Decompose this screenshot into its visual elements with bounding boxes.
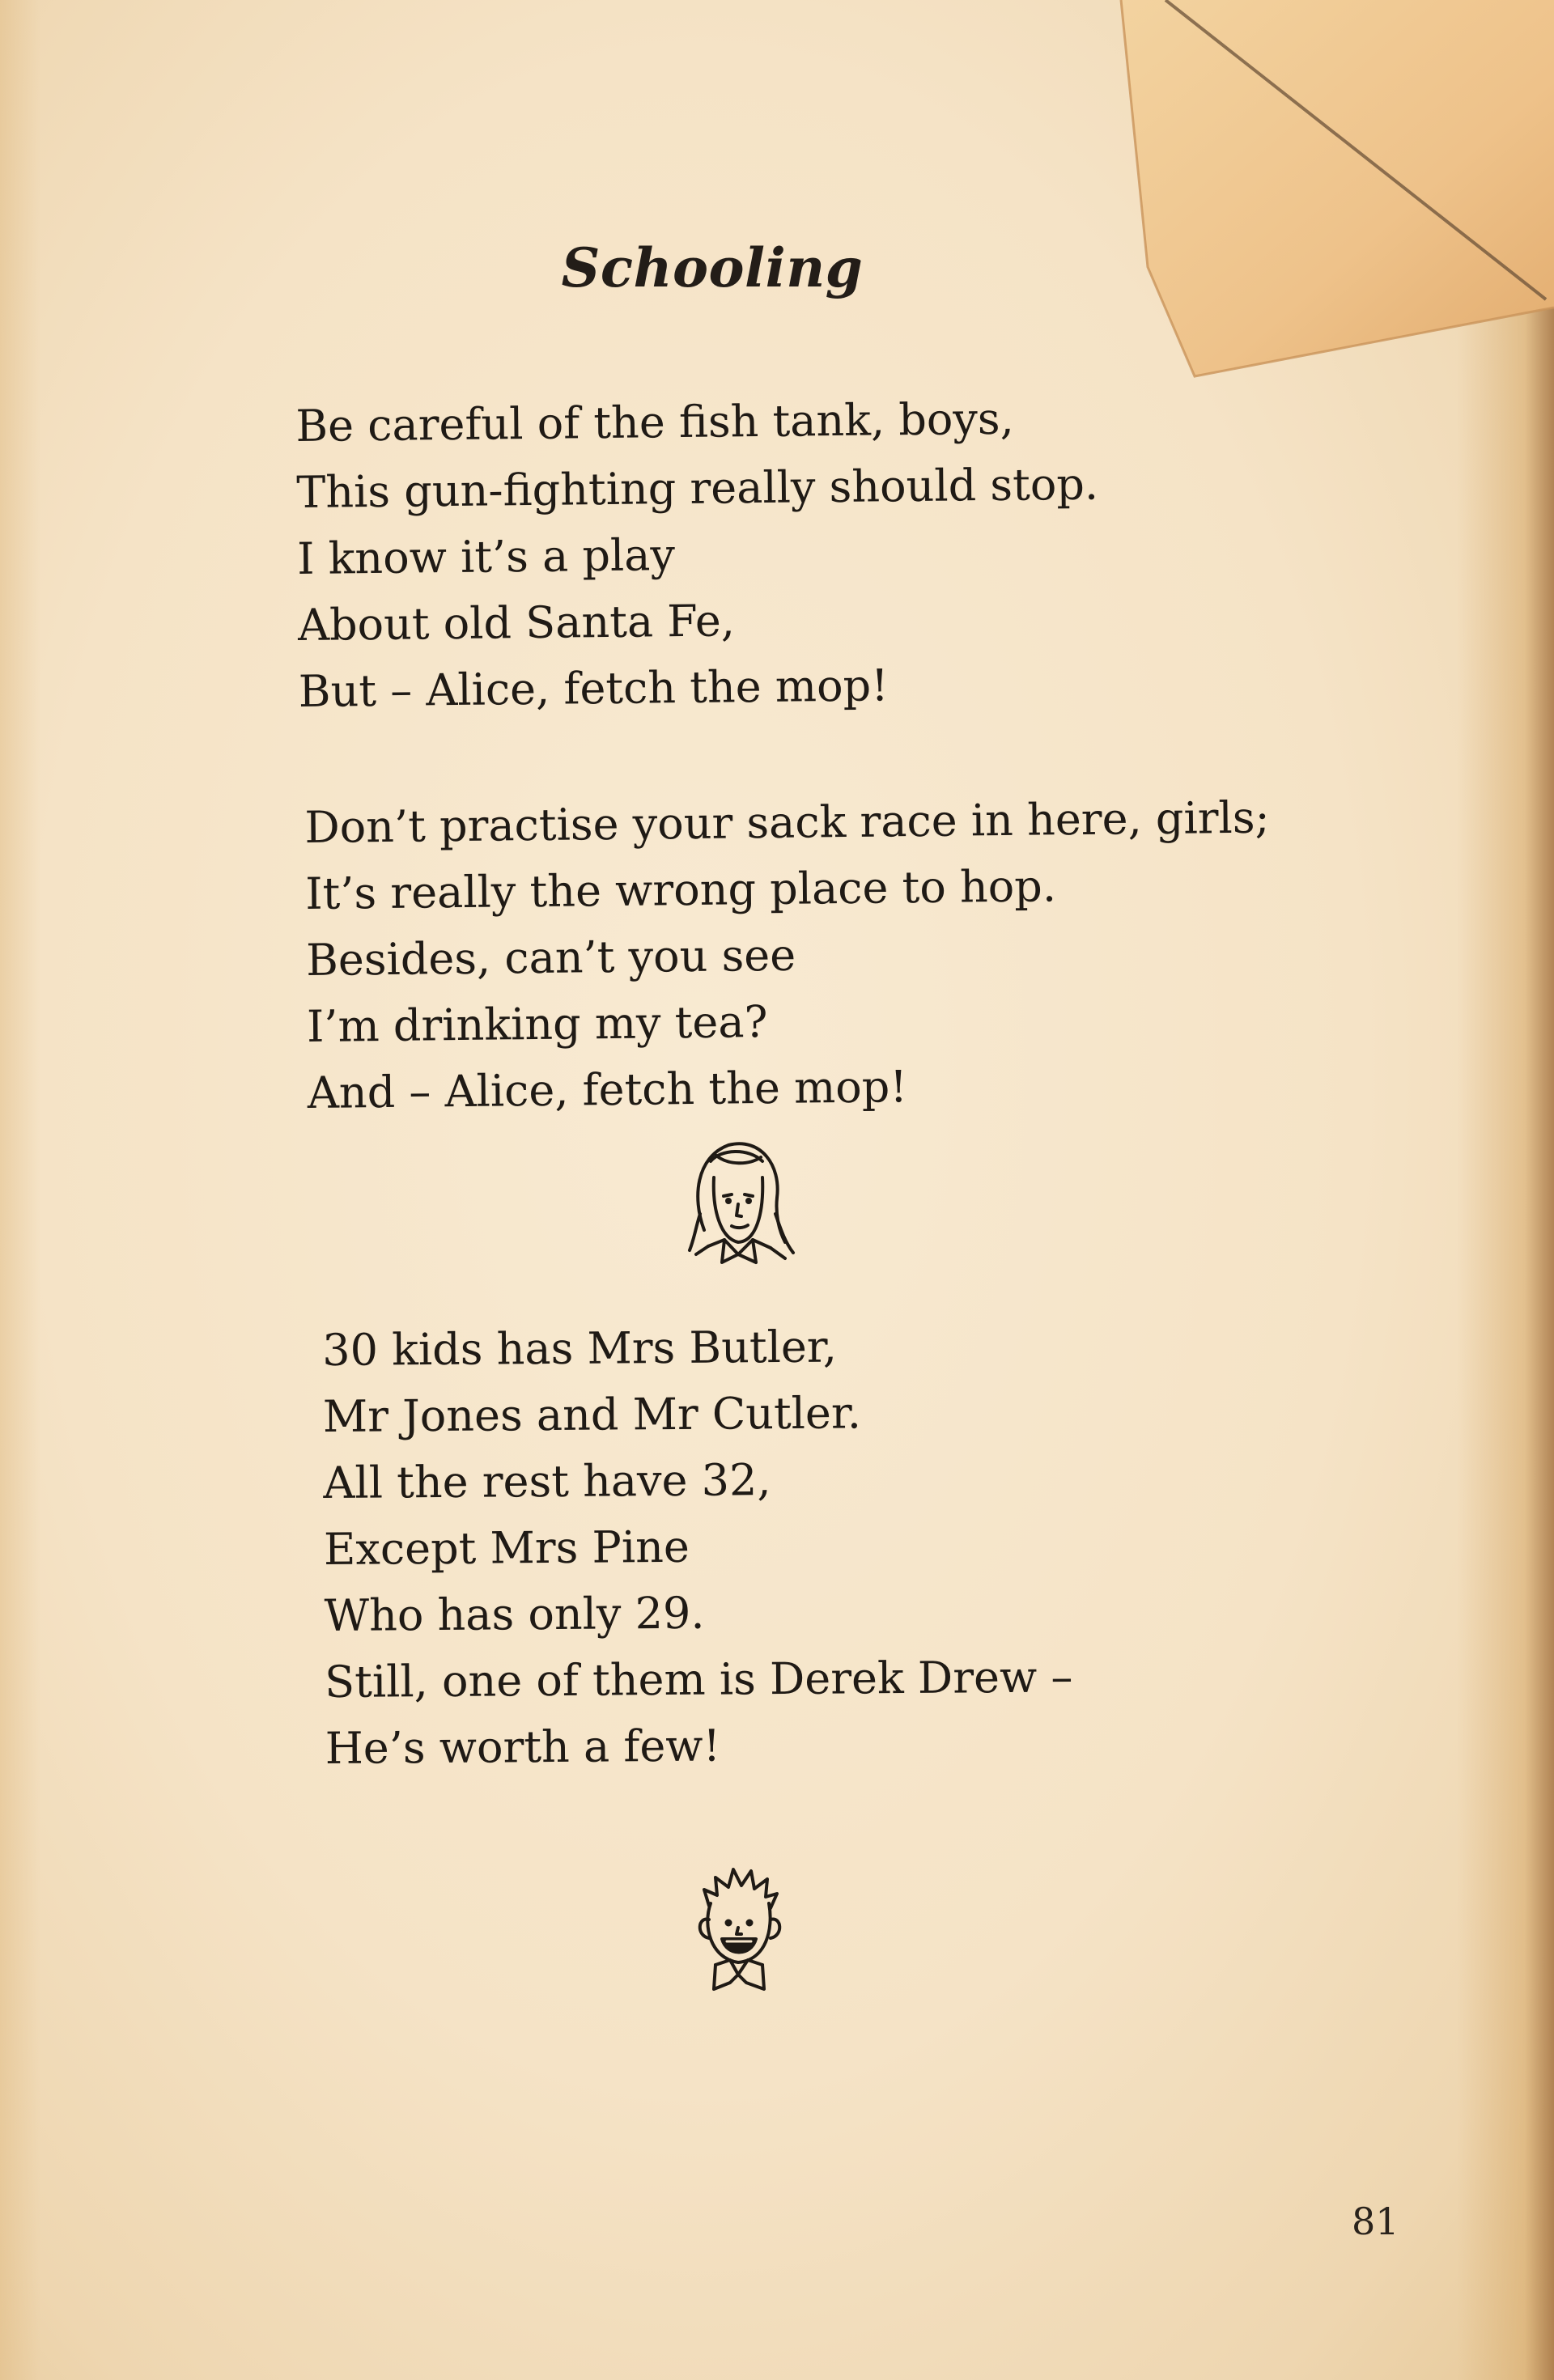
poem-line: About old Santa Fe,	[297, 595, 736, 651]
poem-line: He’s worth a few!	[325, 1720, 721, 1774]
poem-line: And – Alice, fetch the mop!	[307, 1061, 908, 1118]
poem-title: Schooling	[561, 236, 864, 300]
page-left-shadow	[0, 0, 40, 2380]
poem-line: Still, one of them is Derek Drew –	[324, 1651, 1073, 1708]
page-number: 81	[1352, 2200, 1399, 2243]
poem-line: But – Alice, fetch the mop!	[298, 660, 890, 717]
poem-line: Don’t practise your sack race in here, girls;	[304, 791, 1271, 853]
poem-line: It’s really the wrong place to hop.	[304, 860, 1057, 919]
page-right-edge	[1457, 0, 1554, 2380]
poem-line: I’m drinking my tea?	[306, 996, 768, 1052]
folded-corner-icon	[0, 0, 1554, 405]
stanza-3	[322, 1313, 1073, 1782]
girl-face-sketch-icon	[672, 1133, 801, 1279]
poem-line: All the rest have 32,	[323, 1454, 771, 1508]
poem-line: I know it’s a play	[296, 529, 676, 584]
poem-line: Who has only 29.	[324, 1587, 705, 1641]
stanza-1	[295, 385, 1101, 725]
poem-line: Be careful of the fish tank, boys,	[295, 392, 1015, 452]
poem-line: 30 kids has Mrs Butler,	[322, 1321, 838, 1376]
poem-line: Besides, can’t you see	[305, 929, 796, 986]
laughing-boy-sketch-icon	[686, 1861, 792, 2003]
poem-line: Mr Jones and Mr Cutler.	[322, 1387, 862, 1442]
stanza-2	[304, 785, 1273, 1126]
poem-line: This gun-fighting really should stop.	[295, 458, 1099, 518]
poem-line: Except Mrs Pine	[323, 1521, 690, 1575]
